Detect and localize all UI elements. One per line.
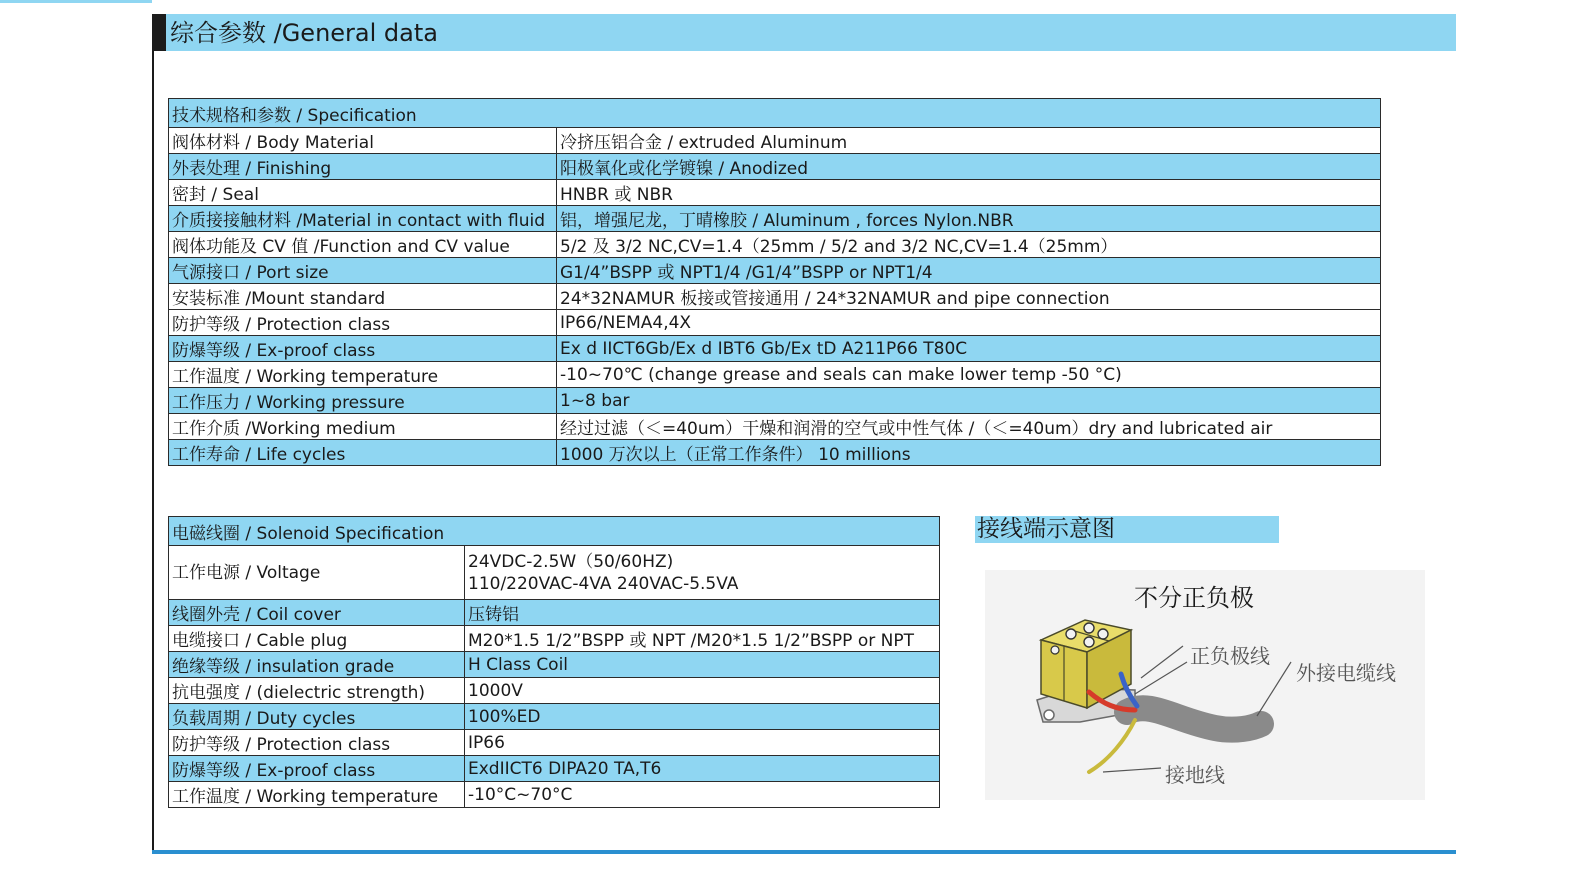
spec-value: 24*32NAMUR 板接或管接通用 / 24*32NAMUR and pipe connection bbox=[557, 284, 1381, 310]
no-polarity-label: 不分正负极 bbox=[1134, 584, 1254, 612]
voltage-label: 工作电源 / Voltage bbox=[169, 546, 465, 600]
spec-value: -10~70℃ (change grease and seals can make lower temp -50 °C) bbox=[557, 362, 1381, 388]
table-row bbox=[169, 232, 1381, 258]
table-row bbox=[169, 206, 1381, 232]
spec-value: 经过过滤（＜=40um）干燥和润滑的空气或中性气体 /（＜=40um）dry and lubricated air bbox=[557, 414, 1381, 440]
table-row bbox=[169, 154, 1381, 180]
spec-value: 1~8 bar bbox=[557, 388, 1381, 414]
spec-label: 阀体功能及 CV 值 /Function and CV value bbox=[169, 232, 557, 258]
voltage-line-1: 24VDC-2.5W（50/60HZ) bbox=[468, 551, 674, 572]
leader-line bbox=[1257, 662, 1291, 716]
solenoid-spec-table bbox=[168, 516, 940, 808]
spec-label: 绝缘等级 / insulation grade bbox=[169, 652, 465, 678]
spec-value: -10°C~70°C bbox=[465, 782, 940, 808]
table-row bbox=[169, 626, 940, 652]
bottom-rule bbox=[152, 850, 1456, 854]
table-row bbox=[169, 180, 1381, 206]
table-row bbox=[169, 600, 940, 626]
spec-label: 防护等级 / Protection class bbox=[169, 730, 465, 756]
table-row bbox=[169, 414, 1381, 440]
table-row bbox=[169, 310, 1381, 336]
table-row bbox=[169, 258, 1381, 284]
header-marker bbox=[152, 14, 166, 51]
left-margin-rule bbox=[152, 14, 154, 852]
spec-label: 工作介质 /Working medium bbox=[169, 414, 557, 440]
spec-label: 防爆等级 / Ex-proof class bbox=[169, 336, 557, 362]
flange-hole bbox=[1044, 710, 1054, 720]
spec-value: G1/4”BSPP 或 NPT1/4 /G1/4”BSPP or NPT1/4 bbox=[557, 258, 1381, 284]
ground-wire bbox=[1089, 720, 1135, 772]
spec-value: IP66 bbox=[465, 730, 940, 756]
spec-label: 工作压力 / Working pressure bbox=[169, 388, 557, 414]
spec-label: 工作温度 / Working temperature bbox=[169, 782, 465, 808]
spec-value: HNBR 或 NBR bbox=[557, 180, 1381, 206]
page-title: 综合参数 /General data bbox=[170, 19, 438, 47]
solenoid-spec-title: 电磁线圈 / Solenoid Specification bbox=[169, 517, 940, 546]
spec-value: M20*1.5 1/2”BSPP 或 NPT /M20*1.5 1/2”BSPP or NPT bbox=[465, 626, 940, 652]
spec-value: 100%ED bbox=[465, 704, 940, 730]
spec-label: 介质接接触材料 /Material in contact with fluid bbox=[169, 206, 557, 232]
spec-value: IP66/NEMA4,4X bbox=[557, 310, 1381, 336]
wiring-title: 接线端示意图 bbox=[977, 516, 1115, 542]
spec-value: 1000 万次以上（正常工作条件） 10 millions bbox=[557, 440, 1381, 466]
table-row bbox=[169, 440, 1381, 466]
spec-value: 1000V bbox=[465, 678, 940, 704]
table-row bbox=[169, 362, 1381, 388]
voltage-line-2: 110/220VAC-4VA 240VAC-5.5VA bbox=[468, 573, 739, 594]
spec-label: 防护等级 / Protection class bbox=[169, 310, 557, 336]
spec-label: 防爆等级 / Ex-proof class bbox=[169, 756, 465, 782]
spec-value: H Class Coil bbox=[465, 652, 940, 678]
leader-line bbox=[1141, 646, 1183, 678]
terminal-screw bbox=[1051, 646, 1059, 654]
table-row bbox=[169, 336, 1381, 362]
table-row bbox=[169, 284, 1381, 310]
spec-value: Ex d IICT6Gb/Ex d IBT6 Gb/Ex tD A211P66 T80C bbox=[557, 336, 1381, 362]
spec-label: 线圈外壳 / Coil cover bbox=[169, 600, 465, 626]
leader-line bbox=[1135, 662, 1187, 694]
spec-value: 压铸铝 bbox=[465, 600, 940, 626]
section-header bbox=[152, 14, 1456, 51]
voltage-value bbox=[465, 546, 940, 600]
general-spec-table bbox=[168, 98, 1381, 466]
spec-label: 负载周期 / Duty cycles bbox=[169, 704, 465, 730]
general-spec-title: 技术规格和参数 / Specification bbox=[169, 99, 1381, 128]
spec-label: 气源接口 / Port size bbox=[169, 258, 557, 284]
spec-label: 工作温度 / Working temperature bbox=[169, 362, 557, 388]
table-row bbox=[169, 756, 940, 782]
spec-value: 铝，增强尼龙，丁晴橡胶 / Aluminum , forces Nylon.NBR bbox=[557, 206, 1381, 232]
spec-value: 阳极氧化或化学镀镍 / Anodized bbox=[557, 154, 1381, 180]
table-row bbox=[169, 782, 940, 808]
spec-label: 密封 / Seal bbox=[169, 180, 557, 206]
spec-label: 外表处理 / Finishing bbox=[169, 154, 557, 180]
external-cable bbox=[1127, 708, 1261, 729]
table-row bbox=[169, 546, 940, 600]
spec-label: 电缆接口 / Cable plug bbox=[169, 626, 465, 652]
table-row bbox=[169, 730, 940, 756]
spec-label: 安装标准 /Mount standard bbox=[169, 284, 557, 310]
spec-value: ExdIICT6 DIPA20 TA,T6 bbox=[465, 756, 940, 782]
leader-line bbox=[1103, 768, 1161, 772]
terminal-screw bbox=[1084, 623, 1094, 633]
spec-label: 抗电强度 / (dielectric strength) bbox=[169, 678, 465, 704]
terminal-screw bbox=[1098, 629, 1108, 639]
table-row bbox=[169, 128, 1381, 154]
table-row bbox=[169, 704, 940, 730]
wiring-section-header bbox=[975, 516, 1279, 543]
pos-neg-wire-label: 正负极线 bbox=[1190, 644, 1270, 668]
spec-label: 工作寿命 / Life cycles bbox=[169, 440, 557, 466]
terminal-screw bbox=[1084, 637, 1094, 647]
table-row bbox=[169, 678, 940, 704]
external-cable-label: 外接电缆线 bbox=[1296, 661, 1396, 685]
spec-value: 5/2 及 3/2 NC,CV=1.4（25mm / 5/2 and 3/2 NC,CV=1.4（25mm） bbox=[557, 232, 1381, 258]
spec-value: 冷挤压铝合金 / extruded Aluminum bbox=[557, 128, 1381, 154]
ground-wire-label: 接地线 bbox=[1165, 763, 1225, 787]
table-row bbox=[169, 652, 940, 678]
top-accent-bar bbox=[0, 0, 152, 3]
spec-label: 阀体材料 / Body Material bbox=[169, 128, 557, 154]
terminal-screw bbox=[1066, 629, 1076, 639]
table-row bbox=[169, 388, 1381, 414]
